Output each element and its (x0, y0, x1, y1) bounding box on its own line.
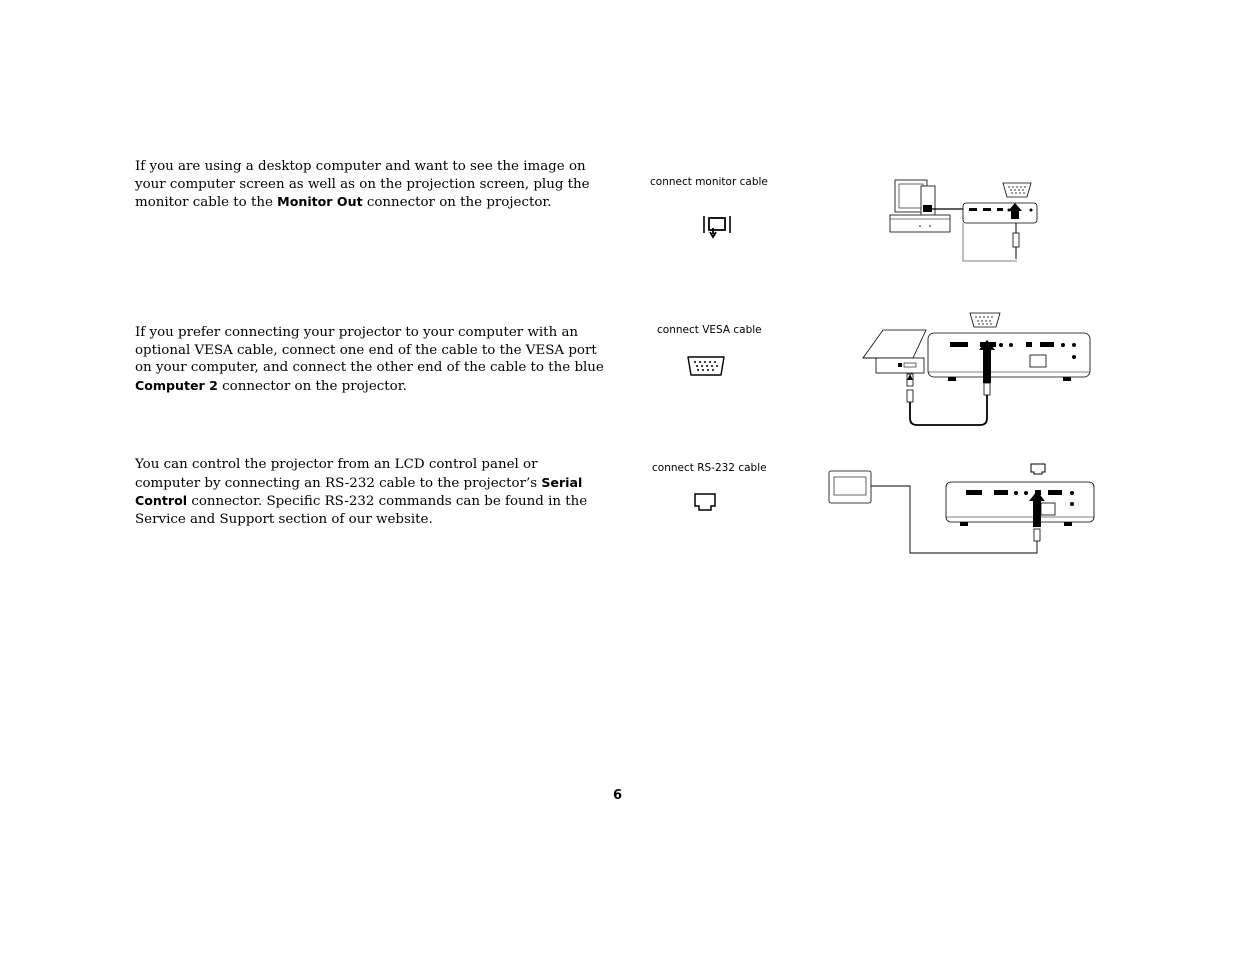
serial-control-label: Serial Control (135, 474, 583, 508)
paragraph-vesa-cable (135, 324, 605, 395)
monitor-out-label: Monitor Out (277, 194, 363, 209)
vesa-connection-diagram (858, 308, 1098, 430)
caption-connect-monitor-cable: connect monitor cable (650, 176, 768, 188)
rs232-connection-diagram (826, 459, 1101, 559)
vesa-port-icon (686, 355, 726, 377)
monitor-out-icon (702, 213, 732, 239)
paragraph-text: connector on the projector. (217, 378, 407, 394)
caption-connect-vesa-cable: connect VESA cable (657, 324, 762, 336)
paragraph-monitor-out (135, 158, 605, 212)
paragraph-text: connector on the projector. (362, 195, 552, 210)
monitor-connection-diagram (885, 175, 1045, 267)
paragraph-text: You can control the projector from an LCD control panel or computer by connecting an RS-232 cable to the projector’s (135, 457, 542, 491)
computer-2-label: Computer 2 (135, 377, 218, 393)
paragraph-text: If you are using a desktop computer and want to see the image on your computer screen as well as on the projection screen, plug the monitor cable to the (135, 159, 590, 210)
page-number: 6 (612, 788, 623, 803)
serial-port-icon (693, 492, 717, 512)
paragraph-text: connector. Specific RS-232 commands can be found in the Service and Support section of our website. (135, 494, 588, 527)
paragraph-rs232-cable (135, 456, 605, 528)
caption-connect-rs232-cable: connect RS-232 cable (652, 462, 767, 474)
paragraph-text: If you prefer connecting your projector to your computer with an optional VESA cable, connect one end of the cable to the VESA port on your computer, and connect the other end of the cable to the blue (135, 325, 604, 375)
